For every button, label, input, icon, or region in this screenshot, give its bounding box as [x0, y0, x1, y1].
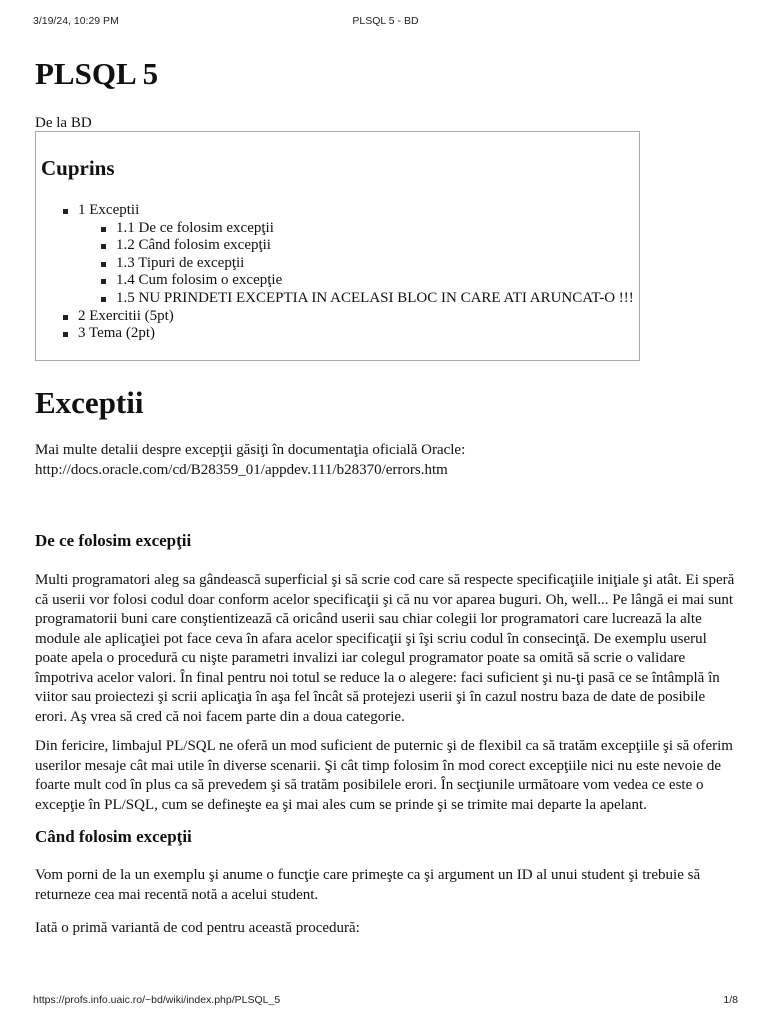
subheading-de-ce: De ce folosim excepţii: [35, 531, 192, 550]
intro-text: Mai multe detalii despre excepţii găsiţi în documentaţia oficială Oracle:: [35, 442, 466, 458]
toc-link[interactable]: 2 Exercitii (5pt): [78, 307, 174, 324]
bullet-icon: [63, 332, 68, 337]
page-title: PLSQL 5: [35, 56, 159, 91]
toc-item-tema[interactable]: [36, 325, 634, 343]
print-url: https://profs.info.uaic.ro/~bd/wiki/index.php/PLSQL_5: [33, 994, 281, 1006]
toc-item-cum[interactable]: [116, 272, 634, 290]
bullet-icon: [101, 262, 106, 267]
toc-item-tipuri[interactable]: [116, 255, 634, 273]
toc-item-de-ce[interactable]: [116, 220, 634, 238]
toc-link[interactable]: 1.1 De ce folosim excepţii: [116, 219, 274, 236]
bullet-icon: [63, 315, 68, 320]
bullet-icon: [101, 279, 106, 284]
print-page-title: PLSQL 5 - BD: [352, 15, 419, 27]
toc-item-nu-prindeti[interactable]: [116, 290, 634, 308]
toc-item-cand[interactable]: [116, 237, 634, 255]
paragraph-cand-1: Vom porni de la un exemplu şi anume o funcţie care primeşte ca şi argument un ID al unui student şi trebuie să returneze cea mai recentă notă a acelui student.: [35, 867, 701, 903]
toc-link[interactable]: 1 Exceptii: [78, 202, 140, 218]
table-of-contents: [35, 131, 640, 361]
toc-item-exercitii[interactable]: [36, 308, 634, 326]
intro-paragraph: [35, 441, 740, 480]
paragraph-cand-2: Iată o primă variantă de cod pentru această procedură:: [35, 920, 360, 936]
toc-link[interactable]: 1.5 NU PRINDETI EXCEPTIA IN ACELASI BLOC IN CARE ATI ARUNCAT-O !!!: [116, 289, 634, 306]
oracle-docs-link[interactable]: http://docs.oracle.com/cd/B28359_01/appdev.111/b28370/errors.htm: [35, 461, 448, 478]
print-timestamp: 3/19/24, 10:29 PM: [33, 15, 119, 27]
paragraph-de-ce-1: Multi programatori aleg sa gândească superficial şi să scrie cod care să respecte specificaţiile iniţiale şi atât. Ei speră că userii vor folosi codul doar conform acelor specificaţii şi că nu vor aparea buguri. Oh, well... Pe lângă ei mai sunt programatorii buni care conştientizează că oricând userii sau chiar colegii lor programatori care lucrează la alte module ale aplicaţiei pot face ceva în afara acelor specificaţii şi îşi scriu codul în consecinţă. De exemplu userul poate apela o procedură cu nişte parametri invalizi iar colegul programator poate sa omită să scrie o validare împotriva acelor valori. În final pentru noi totul se reduce la o alegere: faci suficient şi nu-ţi pasă ce se întâmplă în viitor sau proiectezi şi scrii aplicaţia în aşa fel încât să protejezi userii şi în cazul nostru baza de date de posibile erori. Aş vrea să cred că noi facem parte din a doua categorie.: [35, 572, 735, 725]
toc-link[interactable]: 1.4 Cum folosim o excepţie: [116, 272, 283, 289]
subheading-cand: Când folosim excepţii: [35, 827, 192, 846]
section-heading-exceptii: Exceptii: [35, 385, 144, 420]
toc-title: Cuprins: [41, 156, 115, 180]
bullet-icon: [101, 244, 106, 249]
site-subtitle: De la BD: [35, 115, 92, 131]
toc-item-exceptii[interactable]: [36, 202, 634, 308]
toc-link[interactable]: 3 Tema (2pt): [78, 325, 155, 342]
print-footer: [33, 994, 738, 1006]
toc-link[interactable]: 1.2 Când folosim excepţii: [116, 237, 271, 254]
print-page-number: 1/8: [723, 994, 738, 1006]
bullet-icon: [101, 227, 106, 232]
bullet-icon: [63, 209, 68, 214]
toc-list: [36, 202, 634, 343]
bullet-icon: [101, 297, 106, 302]
paragraph-de-ce-2: Din fericire, limbajul PL/SQL ne oferă un mod suficient de puternic şi de flexibil ca să tratăm excepţiile şi să oferim userilor mesaje cât mai utile în diverse scenarii. Şi cât timp folosim în mod corect excepţiile nici nu este nevoie de foarte mult cod în plus ca să prevedem şi să tratăm posibilele erori. În secţiunile următoare vom vedea ce este o excepţie în PL/SQL, cum se defineşte ea şi mai ales cum se prinde şi se trimite mai departe la apelant.: [35, 738, 733, 813]
toc-link[interactable]: 1.3 Tipuri de excepţii: [116, 254, 245, 271]
